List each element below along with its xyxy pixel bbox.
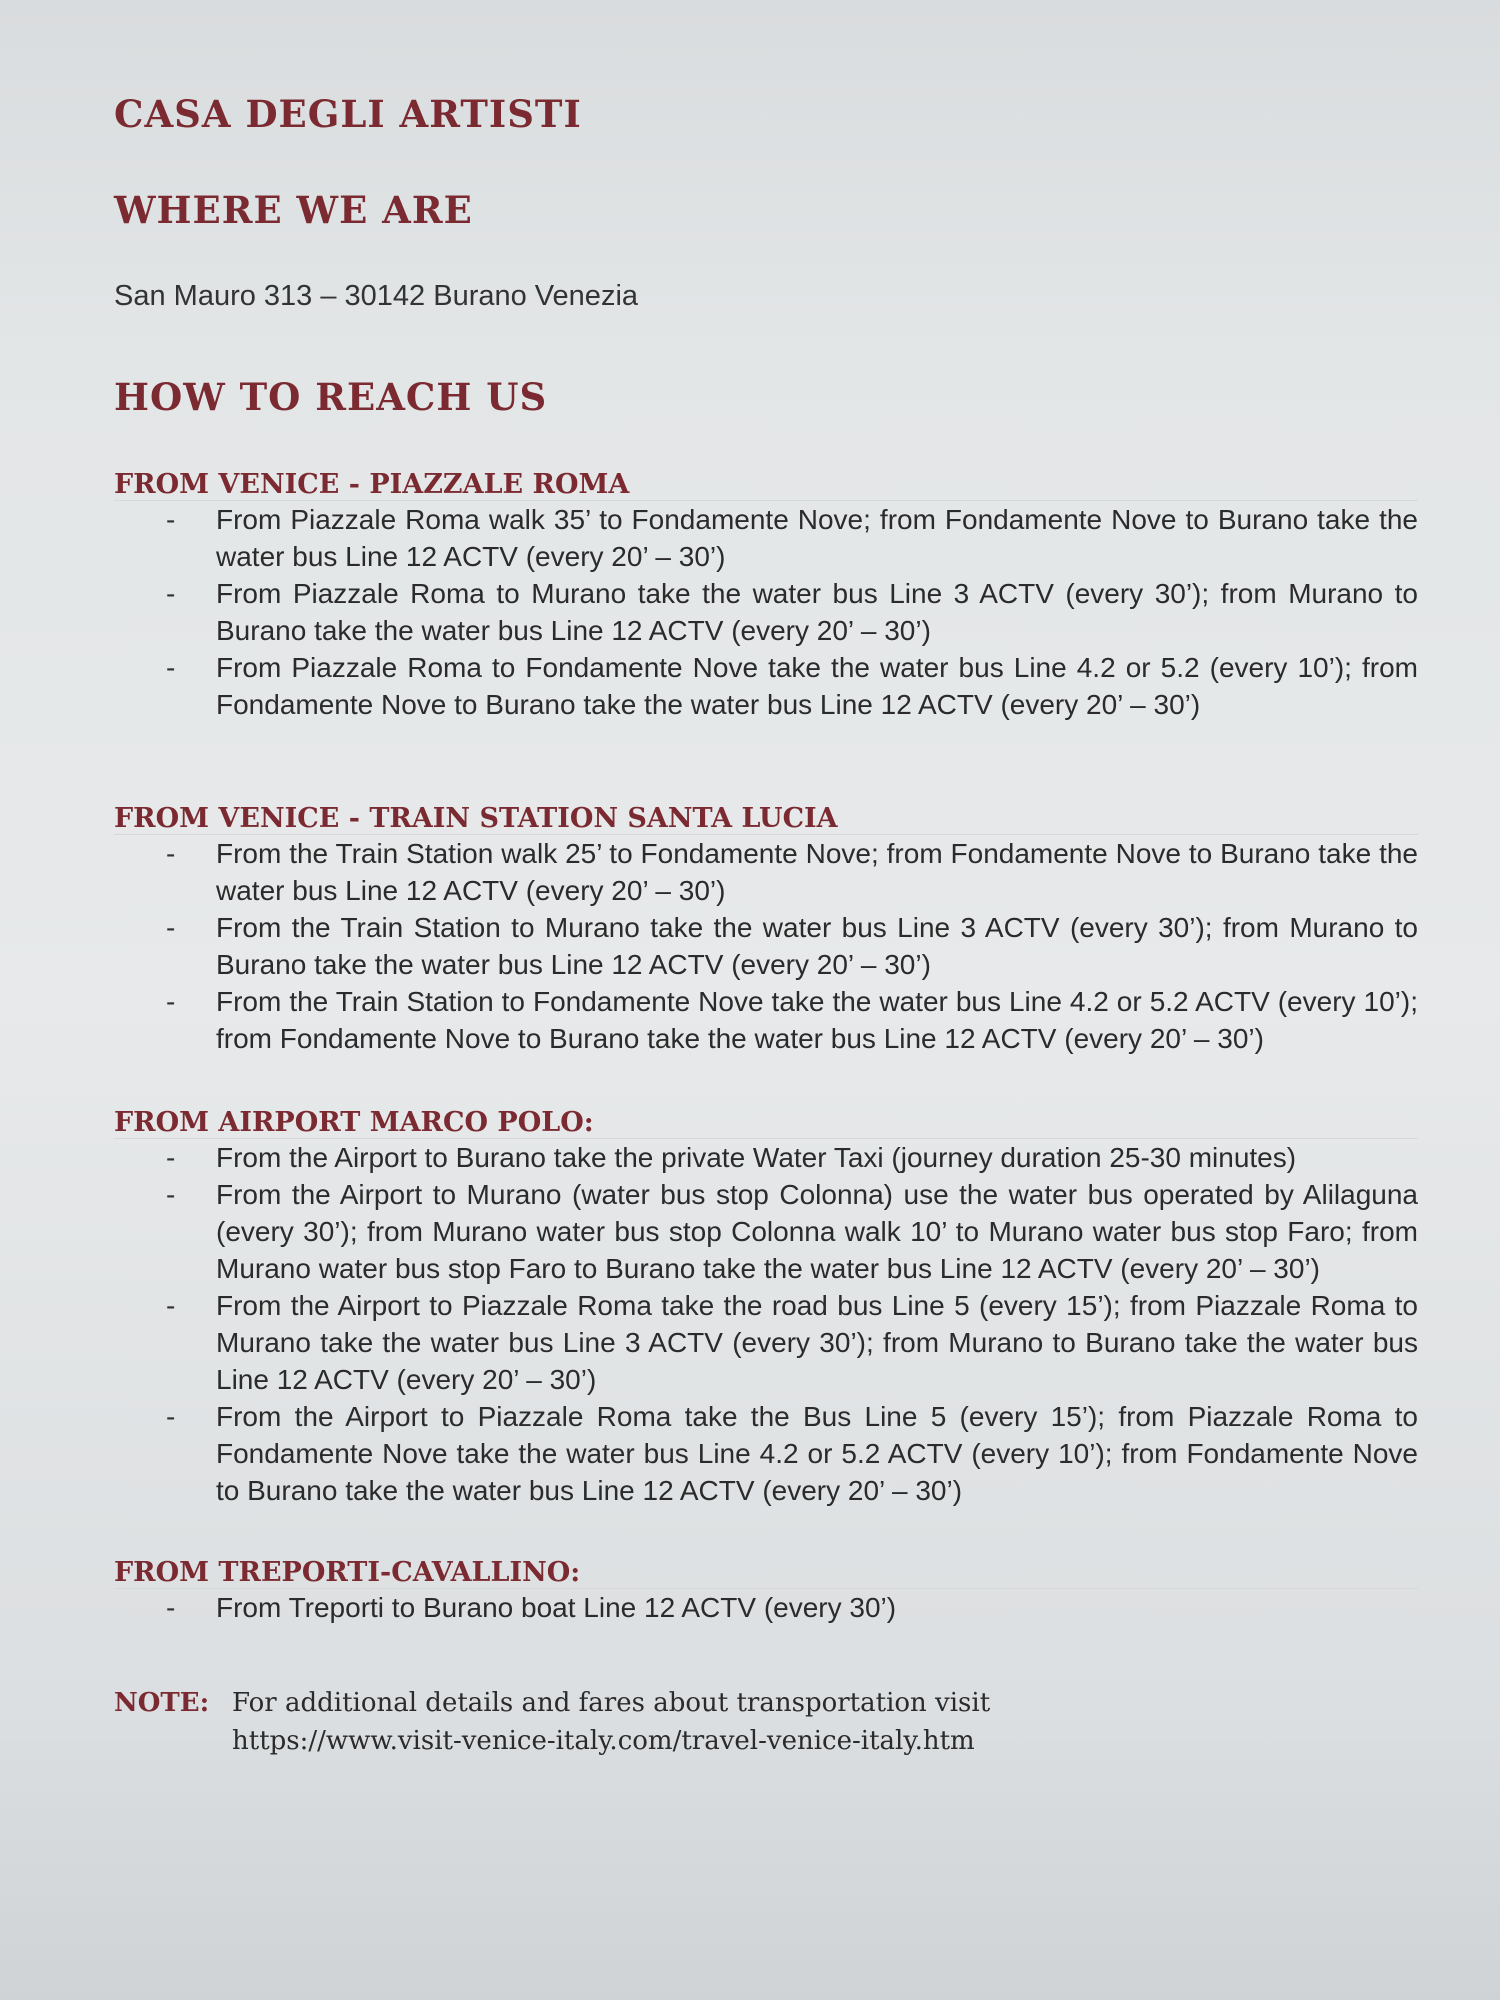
note xyxy=(114,1684,1418,1760)
route-list xyxy=(114,1589,1418,1626)
section-train-station xyxy=(114,803,1418,1057)
route-item: - From Piazzale Roma walk 35’ to Fondamente Nove; from Fondamente Nove to Burano take the water bus Line 12 ACTV (every 20’ – 30’) xyxy=(166,501,1418,575)
section-heading: FROM VENICE - TRAIN STATION SANTA LUCIA xyxy=(114,803,1418,835)
route-item: - From the Airport to Burano take the private Water Taxi (journey duration 25-30 minutes) xyxy=(166,1139,1418,1176)
section-heading: FROM AIRPORT MARCO POLO: xyxy=(114,1107,1418,1139)
route-item: - From the Train Station to Murano take the water bus Line 3 ACTV (every 30’); from Murano to Burano take the water bus Line 12 ACTV (every 20’ – 30’) xyxy=(166,909,1418,983)
address: San Mauro 313 – 30142 Burano Venezia xyxy=(114,280,639,312)
note-text: For additional details and fares about transportation visit xyxy=(232,1688,991,1718)
note-link[interactable]: https://www.visit-venice-italy.com/travel-venice-italy.htm xyxy=(232,1726,975,1756)
section-piazzale-roma xyxy=(114,469,1418,723)
route-item: - From the Airport to Murano (water bus stop Colonna) use the water bus operated by Alilaguna (every 30’); from Murano water bus stop Colonna walk 10’ to Murano water bus stop Faro; from Murano water bus stop Faro to Burano take the water bus Line 12 ACTV (every 20’ – 30’) xyxy=(166,1176,1418,1287)
route-item: - From the Airport to Piazzale Roma take the road bus Line 5 (every 15’); from Piazzale Roma to Murano take the water bus Line 3 ACTV (every 30’); from Murano to Burano take the water bus Line 12 ACTV (every 20’ – 30’) xyxy=(166,1287,1418,1398)
section-airport xyxy=(114,1107,1418,1509)
route-item: - From Piazzale Roma to Fondamente Nove take the water bus Line 4.2 or 5.2 (every 10’); from Fondamente Nove to Burano take the water bus Line 12 ACTV (every 20’ – 30’) xyxy=(166,649,1418,723)
how-heading: HOW TO REACH US xyxy=(114,375,548,419)
route-item: - From the Train Station walk 25’ to Fondamente Nove; from Fondamente Nove to Burano take the water bus Line 12 ACTV (every 20’ – 30’) xyxy=(166,835,1418,909)
section-treporti xyxy=(114,1557,1418,1626)
section-heading: FROM VENICE - PIAZZALE ROMA xyxy=(114,469,1418,501)
route-item: - From Treporti to Burano boat Line 12 ACTV (every 30’) xyxy=(166,1589,1418,1626)
section-heading: FROM TREPORTI-CAVALLINO: xyxy=(114,1557,1418,1589)
route-list xyxy=(114,835,1418,1057)
note-body xyxy=(232,1684,990,1760)
route-list xyxy=(114,1139,1418,1509)
route-list xyxy=(114,501,1418,723)
route-item: - From Piazzale Roma to Murano take the water bus Line 3 ACTV (every 30’); from Murano to Burano take the water bus Line 12 ACTV (every 20’ – 30’) xyxy=(166,575,1418,649)
route-item: - From the Train Station to Fondamente Nove take the water bus Line 4.2 or 5.2 ACTV (every 10’); from Fondamente Nove to Burano take the water bus Line 12 ACTV (every 20’ – 30’) xyxy=(166,983,1418,1057)
where-heading: WHERE WE ARE xyxy=(114,188,473,232)
route-item: - From the Airport to Piazzale Roma take the Bus Line 5 (every 15’); from Piazzale Roma to Fondamente Nove take the water bus Line 4.2 or 5.2 ACTV (every 10’); from Fondamente Nove to Burano take the water bus Line 12 ACTV (every 20’ – 30’) xyxy=(166,1398,1418,1509)
page-title: CASA DEGLI ARTISTI xyxy=(114,92,582,136)
note-label: NOTE: xyxy=(114,1688,210,1718)
